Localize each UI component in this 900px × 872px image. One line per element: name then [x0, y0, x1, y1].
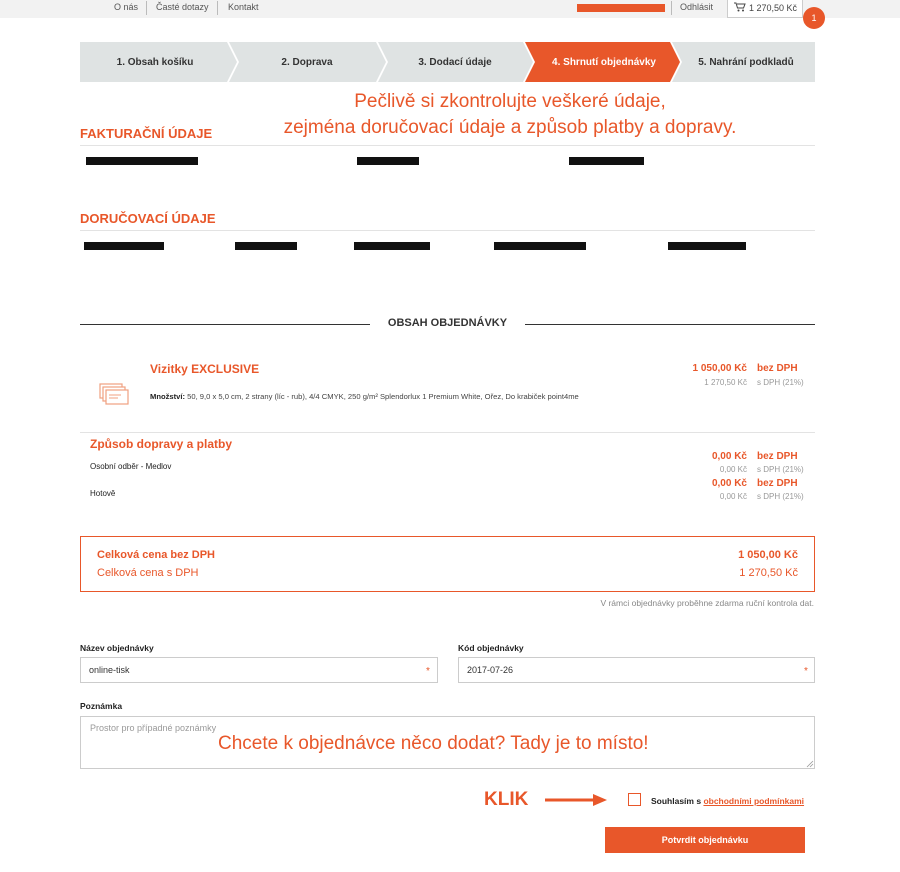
step-delivery-details[interactable]: 3. Dodací údaje	[418, 56, 492, 68]
annotation-line: Pečlivě si zkontrolujte veškeré údaje,	[354, 91, 666, 112]
redacted-delivery-name	[84, 242, 164, 250]
delivery-price-vat: 0,00 Kč	[719, 465, 747, 474]
billing-title: FAKTURAČNÍ ÚDAJE	[80, 126, 213, 141]
confirm-order-button[interactable]: Potvrdit objednávku	[605, 827, 805, 853]
redacted-delivery-city	[354, 242, 430, 250]
cart-button[interactable]	[727, 0, 803, 18]
price-tag-without-vat: bez DPH	[757, 451, 798, 462]
resize-handle-icon[interactable]	[806, 760, 814, 768]
price-tag-without-vat: bez DPH	[757, 363, 798, 374]
annotation-klik: KLIK	[484, 789, 529, 810]
required-mark: *	[804, 666, 808, 677]
divider	[80, 432, 815, 433]
redacted-billing-name	[86, 157, 198, 165]
order-code-input[interactable]	[458, 657, 815, 683]
arrow-right-icon	[545, 792, 607, 808]
checkout-steps	[80, 42, 815, 82]
payment-price-vat: 0,00 Kč	[719, 492, 747, 501]
nav-link-about[interactable]: O nás	[114, 2, 139, 12]
order-name-label: Název objednávky	[80, 643, 154, 653]
cart-icon	[734, 2, 746, 12]
nav-separator	[671, 1, 672, 15]
divider	[80, 230, 815, 231]
order-totals-box	[80, 536, 815, 592]
total-without-vat-label: Celková cena bez DPH	[97, 549, 215, 561]
total-with-vat-label: Celková cena s DPH	[97, 567, 199, 579]
delivery-price: 0,00 Kč	[711, 451, 747, 462]
nav-link-faq[interactable]: Časté dotazy	[156, 2, 209, 12]
terms-agreement	[651, 796, 804, 806]
redacted-delivery-street	[235, 242, 297, 250]
total-with-vat: 1 270,50 Kč	[739, 567, 798, 579]
order-content-heading	[80, 316, 815, 334]
cart-count-badge: 1	[803, 7, 825, 29]
terms-link[interactable]: obchodními podmínkami	[703, 796, 805, 806]
heading-line	[525, 324, 815, 325]
product-name: Vizitky EXCLUSIVE	[150, 362, 260, 376]
step-upload-files[interactable]: 5. Nahrání podkladů	[698, 56, 794, 68]
order-code-label: Kód objednávky	[458, 643, 524, 653]
price-tag-with-vat: s DPH (21%)	[757, 378, 804, 387]
redacted-billing-address	[357, 157, 419, 165]
annotation-note-hint: Chcete k objednávce něco dodat? Tady je to místo!	[218, 733, 649, 754]
nav-separator	[146, 1, 147, 15]
product-description	[150, 392, 579, 401]
redacted-delivery-email	[494, 242, 586, 250]
product-specs: 50, 9,0 x 5,0 cm, 2 strany (líc - rub), 4/4 CMYK, 250 g/m² Splendorlux 1 Premium White, Ořez, Do krabiček point4me	[185, 392, 579, 401]
redacted-billing-contact	[569, 157, 644, 165]
logout-link[interactable]: Odhlásit	[680, 2, 714, 12]
terms-prefix: Souhlasím s	[651, 796, 704, 806]
step-cart-content[interactable]: 1. Obsah košíku	[116, 56, 194, 68]
nav-link-contact[interactable]: Kontakt	[228, 2, 259, 12]
product-price: 1 050,00 Kč	[692, 363, 747, 374]
price-tag-without-vat: bez DPH	[757, 478, 798, 489]
payment-method: Hotově	[90, 489, 116, 498]
total-without-vat: 1 050,00 Kč	[738, 549, 798, 561]
step-order-summary[interactable]: 4. Shrnutí objednávky	[552, 56, 656, 68]
price-tag-with-vat: s DPH (21%)	[757, 492, 804, 501]
quantity-label: Množství:	[150, 392, 186, 401]
nav-separator	[217, 1, 218, 15]
heading-line	[80, 324, 370, 325]
required-mark: *	[426, 666, 430, 677]
price-tag-with-vat: s DPH (21%)	[757, 465, 804, 474]
business-cards-icon	[88, 360, 140, 416]
redacted-delivery-phone	[668, 242, 746, 250]
redacted-user-name	[577, 4, 665, 12]
terms-checkbox[interactable]	[628, 793, 641, 806]
cart-total: 1 270,50 Kč	[749, 3, 798, 13]
note-label: Poznámka	[80, 701, 123, 711]
shipping-payment-title: Způsob dopravy a platby	[90, 437, 233, 451]
delivery-method: Osobní odběr - Medlov	[90, 462, 172, 471]
data-check-note: V rámci objednávky proběhne zdarma ruční kontrola dat.	[600, 598, 814, 608]
product-price-vat: 1 270,50 Kč	[704, 378, 747, 387]
delivery-title: DORUČOVACÍ ÚDAJE	[80, 211, 216, 226]
order-name-input[interactable]	[80, 657, 438, 683]
annotation-check-data	[200, 89, 820, 141]
divider	[80, 145, 815, 146]
order-content-title: OBSAH OBJEDNÁVKY	[387, 317, 508, 329]
payment-price: 0,00 Kč	[711, 478, 747, 489]
step-shipping[interactable]: 2. Doprava	[281, 56, 333, 68]
annotation-line: zejména doručovací údaje a způsob platby a dopravy.	[283, 117, 737, 138]
